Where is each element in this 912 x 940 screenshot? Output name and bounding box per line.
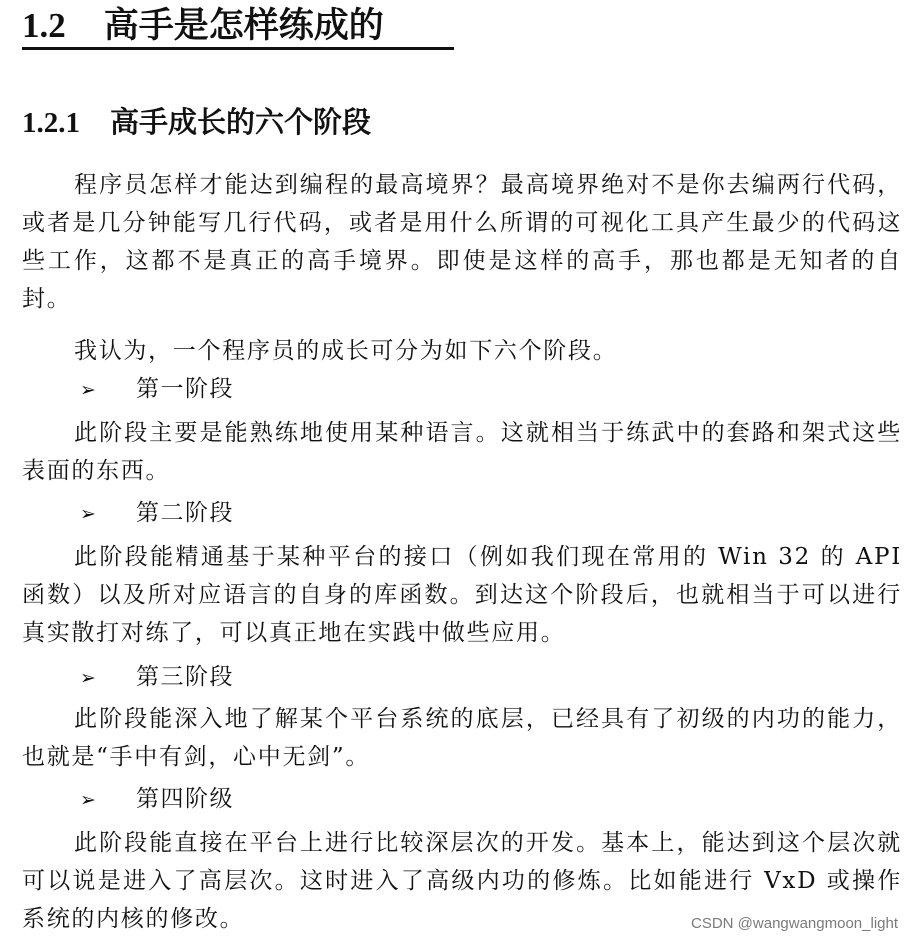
chapter-heading bbox=[22, 2, 384, 50]
stage-title: 第一阶段 bbox=[136, 376, 234, 402]
section-heading bbox=[22, 102, 371, 143]
stage-title: 第二阶段 bbox=[136, 500, 234, 526]
stage-body-3: 此阶段能深入地了解某个平台系统的底层，已经具有了初级的内功的能力，也就是“手中有剑，心中无剑”。 bbox=[22, 706, 902, 770]
watermark: CSDN @wangwangmoon_light bbox=[691, 915, 898, 932]
stage-heading-4 bbox=[80, 780, 234, 819]
stage-body-2: 此阶段能精通基于某种平台的接口（例如我们现在常用的 Win 32 的 API 函数）以及所对应语言的自身的库函数。到达这个阶段后，也就相当于可以进行真实散打对练了，可以真正地在实践中做些应用。 bbox=[22, 544, 902, 646]
stage-title: 第三阶段 bbox=[136, 664, 234, 690]
arrow-bullet-icon: ➢ bbox=[80, 379, 98, 401]
stage-heading-1 bbox=[80, 370, 234, 409]
stage-heading-2 bbox=[80, 494, 234, 533]
stage-body-4: 此阶段能直接在平台上进行比较深层次的开发。基本上，能达到这个层次就可以说是进入了高层次。这时进入了高级内功的修炼。比如能进行 VxD 或操作系统的内核的修改。 bbox=[22, 830, 902, 932]
intro-paragraph: 程序员怎样才能达到编程的最高境界？最高境界绝对不是你去编两行代码，或者是几分钟能写几行代码，或者是用什么所谓的可视化工具产生最少的代码这些工作，这都不是真正的高手境界。即使是这样的高手，那也都是无知者的自封。 bbox=[22, 172, 902, 312]
chapter-underline bbox=[22, 47, 454, 50]
summary-paragraph: 我认为，一个程序员的成长可分为如下六个阶段。 bbox=[74, 338, 618, 364]
chapter-number: 1.2 bbox=[22, 6, 66, 45]
section-number: 1.2.1 bbox=[22, 107, 80, 139]
stage-title: 第四阶级 bbox=[136, 786, 234, 812]
stage-body-1: 此阶段主要是能熟练地使用某种语言。这就相当于练武中的套路和架式这些表面的东西。 bbox=[22, 420, 902, 484]
chapter-title: 高手是怎样练成的 bbox=[103, 5, 384, 46]
stage-heading-3 bbox=[80, 658, 234, 697]
section-title: 高手成长的六个阶段 bbox=[110, 105, 372, 139]
arrow-bullet-icon: ➢ bbox=[80, 667, 98, 689]
arrow-bullet-icon: ➢ bbox=[80, 789, 98, 811]
arrow-bullet-icon: ➢ bbox=[80, 503, 98, 525]
